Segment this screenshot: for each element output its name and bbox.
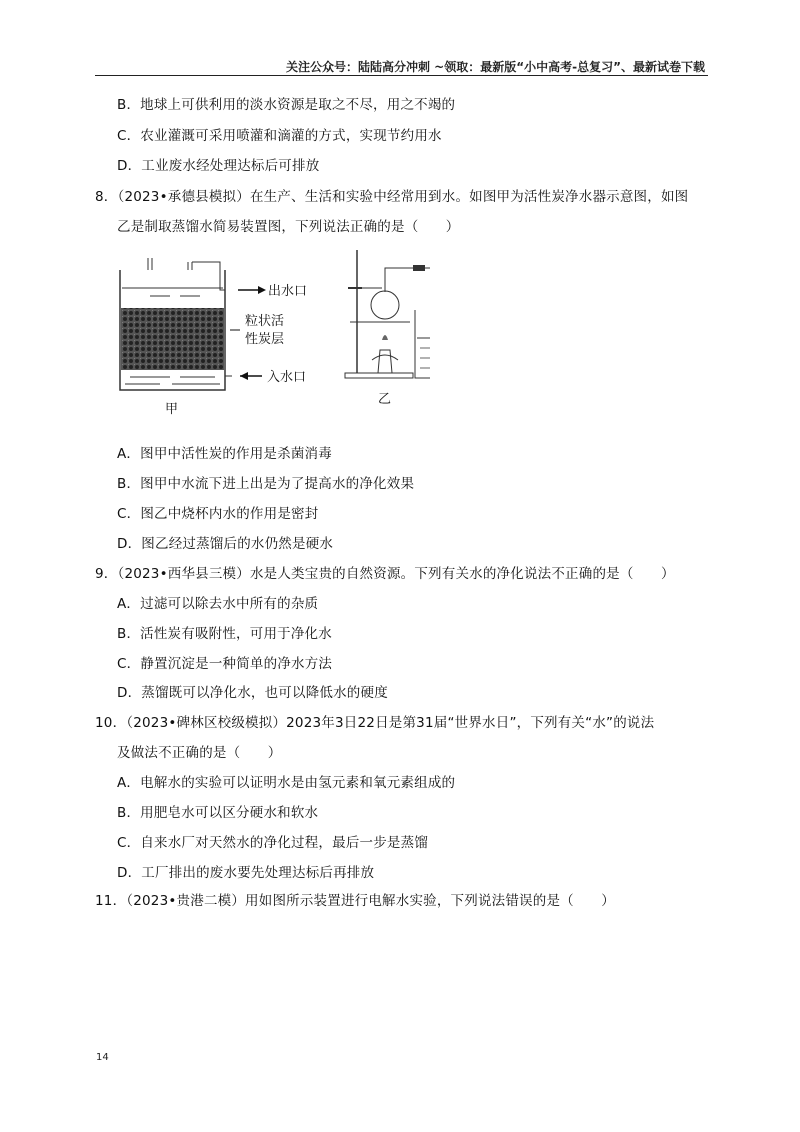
q7-option-b: B．地球上可供利用的淡水资源是取之不尽，用之不竭的: [117, 97, 456, 113]
q8-option-c: C．图乙中烧杯内水的作用是密封: [117, 506, 319, 522]
q11-stem: 11．（2023•贵港二模）用如图所示装置进行电解水实验，下列说法错误的是（ ）: [95, 893, 615, 909]
q9-option-d: D．蒸馏既可以净化水，也可以降低水的硬度: [117, 685, 388, 701]
carbon-layer-label-1: 粒状活: [245, 314, 285, 329]
figure-b-label: 乙: [378, 392, 392, 407]
q8-figure: [110, 250, 430, 425]
q9-option-c: C．静置沉淀是一种简单的净水方法: [117, 656, 333, 672]
q10-option-c: C．自来水厂对天然水的净化过程，最后一步是蒸馏: [117, 835, 429, 851]
q8-option-d: D．图乙经过蒸馏后的水仍然是硬水: [117, 536, 334, 552]
distillation-diagram: [345, 250, 430, 407]
figure-a-label: 甲: [165, 402, 179, 417]
q10-stem-line2: 及做法不正确的是（ ）: [117, 745, 282, 761]
q8-stem-line2: 乙是制取蒸馏水简易装置图，下列说法正确的是（ ）: [117, 219, 460, 235]
q8-option-a: A．图甲中活性炭的作用是杀菌消毒: [117, 446, 332, 462]
page-header: 关注公众号：陆陆高分冲刺 ~领取：最新版“小中高考-总复习”、最新试卷下载: [286, 60, 705, 74]
q10-option-b: B．用肥皂水可以区分硬水和软水: [117, 805, 319, 821]
q10-option-a: A．电解水的实验可以证明水是由氢元素和氧元素组成的: [117, 775, 456, 791]
inlet-label: 入水口: [267, 370, 307, 385]
q10-option-d: D．工厂排出的废水要先处理达标后再排放: [117, 865, 375, 881]
header-rule: [95, 75, 708, 76]
q9-option-a: A．过滤可以除去水中所有的杂质: [117, 596, 319, 612]
carbon-purifier-diagram: [120, 258, 307, 417]
q8-stem-line1: 8．（2023•承德县模拟）在生产、生活和实验中经常用到水。如图甲为活性炭净水器示意图，如图: [95, 189, 689, 205]
outlet-label: 出水口: [268, 284, 308, 299]
q7-option-d: D．工业废水经处理达标后可排放: [117, 158, 320, 174]
q7-option-c: C．农业灌溉可采用喷灌和滴灌的方式，实现节约用水: [117, 128, 442, 144]
q8-option-b: B．图甲中水流下进上出是为了提高水的净化效果: [117, 476, 415, 492]
q9-stem: 9．（2023•西华县三模）水是人类宝贵的自然资源。下列有关水的净化说法不正确的是（ ）: [95, 566, 675, 582]
q10-stem-line1: 10．（2023•碑林区校级模拟）2023年3日22日是第31届“世界水日”，下列有关“水”的说法: [95, 715, 655, 731]
q9-option-b: B．活性炭有吸附性，可用于净化水: [117, 626, 332, 642]
carbon-layer-label-2: 性炭层: [245, 332, 285, 347]
page-number: 14: [96, 1052, 109, 1063]
